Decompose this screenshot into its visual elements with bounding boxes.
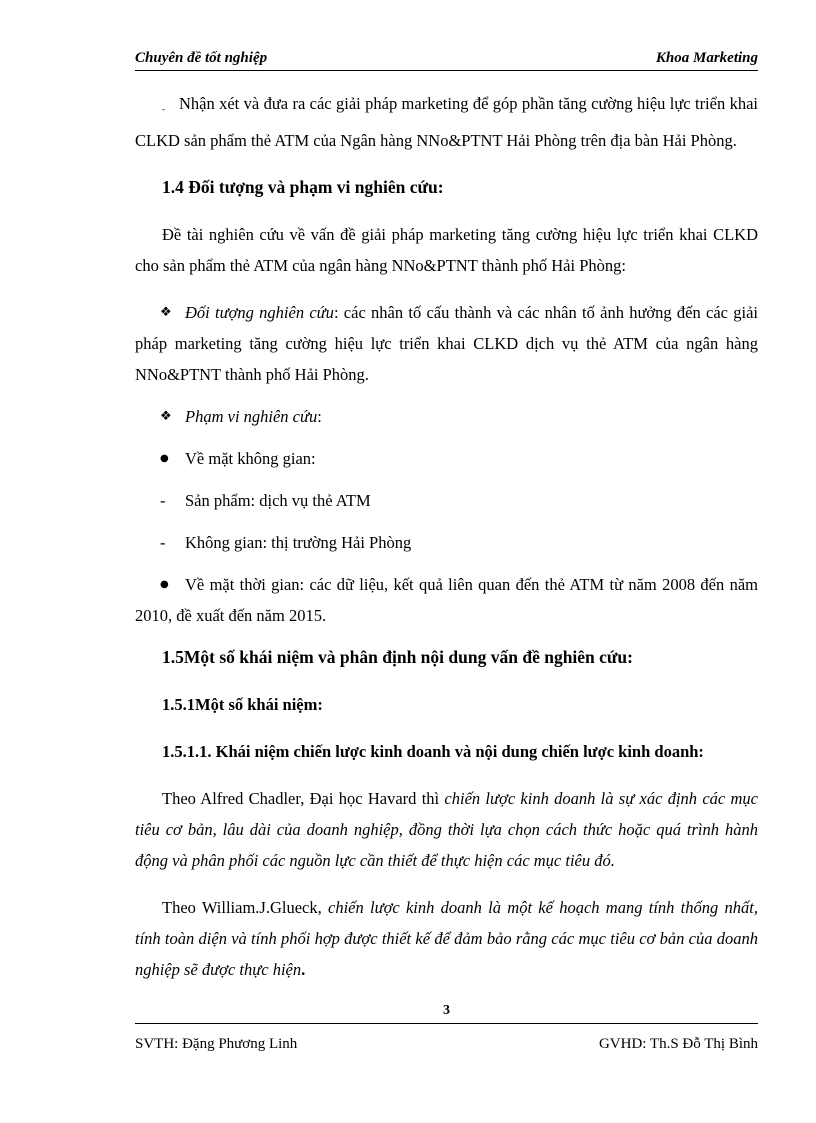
heading-1-4: 1.4 Đối tượng và phạm vi nghiên cứu: — [162, 177, 444, 197]
chandler-intro: Theo Alfred Chadler, Đại học Havard thì — [162, 789, 445, 808]
dash-marker: - — [160, 491, 166, 510]
space-bullet-item — [135, 443, 758, 474]
footer-student: SVTH: Đặng Phương Linh — [135, 1036, 298, 1052]
research-object-label: Đối tượng nghiên cứu — [185, 303, 334, 322]
paragraph-text: Nhận xét và đưa ra các giải pháp marketing để góp phần tăng cường hiệu lực triển khai CLKD sản phẩm thẻ ATM của Ngân hàng NNo&PTNT Hải Phòng trên địa bàn Hải Phòng. — [135, 94, 758, 150]
paragraph-recommendation — [135, 88, 758, 156]
paragraph-chandler — [135, 783, 758, 876]
page-footer — [135, 1003, 758, 1056]
chandler-definition: chiến lược kinh doanh là sự xác định các mục tiêu cơ bản, lâu dài của doanh nghiệp, đồng thời lựa chọn cách thức hoặc quá trình hành động và phân phối các nguồn lực cần thiết để thực hiện các mục tiêu đó. — [135, 789, 758, 870]
footer-supervisor: GVHD: Th.S Đỗ Thị Bình — [598, 1036, 758, 1052]
header-right: Khoa Marketing — [655, 50, 758, 66]
footer-row — [135, 1036, 758, 1056]
heading-1-5: 1.5Một số khái niệm và phân định nội dung vấn đề nghiên cứu: — [162, 647, 633, 667]
product-text: Sản phẩm: dịch vụ thẻ ATM — [185, 491, 371, 510]
market-dash-item — [135, 527, 758, 558]
heading-1-5-1-1: 1.5.1.1. Khái niệm chiến lược kinh doanh và nội dung chiến lược kinh doanh: — [162, 742, 704, 761]
paragraph-topic: Đề tài nghiên cứu về vấn đề giải pháp marketing tăng cường hiệu lực triển khai CLKD cho sản phẩm thẻ ATM của ngân hàng NNo&PTNT thành phố Hải Phòng: — [135, 225, 758, 275]
page-header — [135, 48, 758, 71]
page-content — [135, 88, 758, 1001]
space-text: Về mặt không gian: — [185, 449, 316, 468]
scope-label: Phạm vi nghiên cứu — [185, 407, 318, 426]
bullet-icon: ● — [160, 579, 169, 590]
research-object-item — [135, 297, 758, 390]
diamond-icon: ❖ — [160, 305, 172, 320]
heading-1-5-1: 1.5.1Một số khái niệm: — [162, 695, 323, 714]
glueck-period: . — [301, 960, 306, 979]
scope-item — [135, 401, 758, 432]
small-dash-marker: - — [162, 104, 165, 114]
time-text: Về mặt thời gian: các dữ liệu, kết quả liên quan đến thẻ ATM từ năm 2008 đến năm 2010, đề xuất đến năm 2015. — [135, 575, 758, 625]
dash-marker: - — [160, 533, 166, 552]
header-left: Chuyên đề tốt nghiệp — [135, 50, 268, 66]
bullet-icon: ● — [160, 453, 169, 464]
paragraph-glueck — [135, 892, 758, 985]
research-object-text: : các nhân tố cấu thành và các nhân tố ảnh hưởng đến các giải pháp marketing tăng cường hiệu lực triển khai CLKD dịch vụ thẻ ATM của ngân hàng NNo&PTNT thành phố Hải Phòng. — [135, 303, 758, 384]
product-dash-item — [135, 485, 758, 516]
time-bullet-item — [135, 569, 758, 631]
scope-colon: : — [317, 407, 322, 426]
glueck-intro: Theo William.J.Glueck, — [162, 898, 328, 917]
market-text: Không gian: thị trường Hải Phòng — [185, 533, 412, 552]
glueck-definition: chiến lược kinh doanh là một kế hoạch mang tính thống nhất, tính toàn diện và tính phối hợp được thiết kế để đảm bảo rằng các mục tiêu cơ bản của doanh nghiệp sẽ được thực hiện — [135, 898, 758, 979]
page-number: 3 — [135, 1003, 758, 1024]
diamond-icon: ❖ — [160, 409, 172, 424]
